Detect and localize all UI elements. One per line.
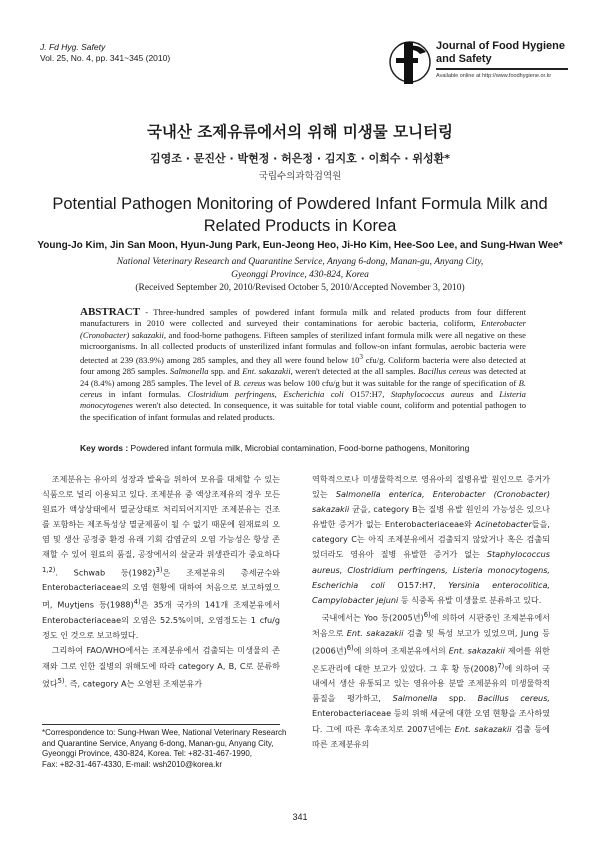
- journal-title-line2: and Safety: [436, 53, 492, 65]
- body-italic: Salmonella enterica, Enterobacter (Cronobacter) sakazakii: [312, 489, 550, 515]
- page-number: 341: [292, 812, 308, 822]
- abstract-italic: Staphylococcus aureus: [390, 388, 474, 399]
- received-dates: (Received September 20, 2010/Revised October 5, 2010/Accepted November 3, 2010): [135, 283, 465, 293]
- journal-logo-icon: [386, 36, 434, 88]
- online-url[interactable]: Available online at http://www.foodhygiene.or.kr: [436, 73, 552, 79]
- footnote-line: *Correspondence to: Sung-Hwan Wee, National Veterinary Research: [42, 728, 287, 737]
- english-title-line1: Potential Pathogen Monitoring of Powdered Infant Formula Milk and: [52, 195, 548, 213]
- abstract: [80, 307, 526, 423]
- affiliation-line2: Gyeonggi Province, 430-824, Korea: [231, 270, 369, 280]
- body-italic: Ent. sakazakii: [454, 723, 512, 734]
- english-title-line2: Related Products in Korea: [203, 217, 397, 235]
- body-italic: Bacillus cereus,: [477, 693, 550, 704]
- journal-abbrev: J. Fd Hyg. Safety: [40, 42, 106, 52]
- body-paragraph: [312, 472, 550, 608]
- body-italic: Acinetobacter: [475, 519, 532, 530]
- body-text: 은 35개 국가의 141개 조제분유에서 Enterobacteriaceae의 오염은 52.5%이며, 오염정도는 1 cfu/g 정도 인 것으로 보고하였다.: [42, 600, 280, 641]
- body-text: . 즉, category A는 오염된 조제분유가: [64, 678, 203, 689]
- citation-sup: 6): [346, 643, 354, 652]
- english-authors: Young-Jo Kim, Jin San Moon, Hyun-Jung Park, Eun-Jeong Heo, Ji-Ho Kim, Hee-Soo Lee, and Sung-Hwan Wee*: [37, 240, 563, 251]
- abstract-italic: B. cereus: [233, 377, 266, 388]
- body-text: 에 의하여 조제분유에서의: [353, 645, 449, 656]
- abstract-text: , and food-borne pathogens. Fifteen samples of sterilized infant formula milk were all negative on these microorganisms. In all collected products of unsterilized infant formulas and follow-on infant formulas, aerobic bacteria were detected at 239 (83.9%) among 285 samples, and they all were found below 10: [80, 329, 526, 366]
- body-italic: Ent. sakazakii: [448, 645, 505, 656]
- body-text: Enterobacteriaceae 등의 위해 세균에 대한 오염 현황을 조사하였다. 그에 따른 후속조치로 2007년에는: [312, 708, 550, 734]
- body-text: 국내에서는 Yoo 등(2005년): [321, 612, 424, 623]
- abstract-text: O157:H7,: [343, 388, 391, 399]
- body-text: O157:H7,: [384, 579, 449, 590]
- citation-sup: 1,2): [42, 565, 56, 574]
- body-text: 제어를 위한 온도관리에 대한 보고가 있었다. 그 후 황 등(2008): [312, 645, 550, 674]
- body-right-column: [312, 472, 550, 752]
- affiliation-line1: National Veterinary Research and Quarantine Service, Anyang 6-dong, Manan-gu, Anyang City,: [116, 257, 484, 267]
- journal-citation: [40, 42, 170, 64]
- citation-sup: 5): [57, 676, 65, 685]
- footnote-line: and Quarantine Service, Anyang 6-dong, Manan-gu, Anyang City,: [42, 738, 274, 748]
- abstract-italic: Bacillus cereus: [418, 366, 471, 377]
- keywords-text: Powdered infant formula milk, Microbial contamination, Food-borne pathogens, Monitoring: [128, 443, 470, 453]
- header-rule: [436, 68, 568, 70]
- citation-sup: 6): [423, 610, 431, 619]
- abstract-text: spp. and: [208, 366, 243, 377]
- body-text: 그리하여 FAO/WHO에서는 조제분유에서 검출되는 미생물의 존재와 그로 인한 질병의 위해도에 따라 category A, B, C로 분류하였다: [42, 645, 280, 689]
- citation-sup: 3): [155, 565, 163, 574]
- body-italic: Salmonella: [392, 693, 438, 704]
- correspondence-footnote: [42, 728, 292, 770]
- body-text: 역학적으로나 미생물학적으로 영유아의 질병유발 원인으로 증거가 있는: [312, 474, 550, 500]
- abstract-italic: Ent. sakazakii: [242, 366, 291, 377]
- abstract-text: in infant formulas.: [102, 388, 188, 399]
- body-text: 검출 및 특성 보고가 있었으며, Jung 등(2006년): [312, 627, 550, 656]
- citation-sup: 7): [497, 661, 505, 670]
- journal-title: [436, 40, 565, 66]
- abstract-label: ABSTRACT: [80, 306, 140, 318]
- abstract-italic: B. cereus: [80, 377, 526, 399]
- korean-affiliation: 국립수의과학검역원: [258, 171, 342, 182]
- abstract-text: - Three-hundred samples of powdered infant formula milk and related products from four different manufacturers in 2010 were collected and surveyed their contaminations for aerobic bacteria, coliform,: [80, 307, 526, 329]
- abstract-text: was below 100 cfu/g but it was suitable for the range of specification of: [265, 377, 519, 388]
- keywords: [80, 443, 526, 454]
- body-italic: Ent. sakazakii: [346, 627, 404, 638]
- footnote-line: Gyeonggi Province, 430-824, Korea. Tel: +82-31-467-1990,: [42, 749, 252, 758]
- citation-sup: 4): [133, 598, 141, 607]
- body-paragraph: [312, 608, 550, 752]
- abstract-italic: Listeria monocytogenes: [80, 388, 526, 411]
- english-title: [0, 193, 600, 237]
- abstract-sup: 3: [359, 353, 363, 362]
- journal-title-line1: Journal of Food Hygiene: [436, 40, 565, 52]
- body-text: 들을, category C는 아직 조제분유에서 검출되지 않았거나 혹은 검출되었더라도 영유아 질병 유발한 증거가 없는: [312, 519, 550, 560]
- abstract-italic: Enterobacter (Cronobacter) sakazakii: [80, 318, 526, 340]
- body-text: 에 의하여 국내에서 생산 유통되고 있는 영유아용 분말 조제분유의 미생물학적 품질을 평가하고,: [312, 663, 550, 704]
- body-paragraph: [42, 472, 280, 643]
- body-text: 등 식중독 유발 미생물로 분류하고 있다.: [398, 594, 542, 605]
- body-text: 균을, category B는 질병 유발 원인의 가능성은 있으나 유발한 증거가 없는 Enterobacteriaceae와: [312, 504, 550, 530]
- body-text: 에 의하여 시판중인 조제분유에서 처음으로: [312, 612, 550, 638]
- body-text: 조제분유는 유아의 성장과 발육을 위하여 모유를 대체할 수 있는 식품으로 널리 이용되고 있다. 조제분유 중 액상조제유의 경우 모든 원료가 액상상태에서 멸균상태로 처리되어지지만 조제분유는 건조를 포함하는 제조특성상 멸균제품이 될 수 없기 때문에 원재료의 오염 및 생산 공정중 환경 유래 기회 감염균의 오염 가능성은 항상 존재할 수 있어 원료의 품질, 공장에서의 살균과 위생관리가 중요하다: [42, 474, 280, 560]
- body-text: 검출 등에 따른 조제분유의: [312, 723, 550, 749]
- body-text: . Schwab 등(1982): [55, 567, 156, 578]
- footnote-line: Fax: +82-31-467-4330, E-mail: wsh2010@korea.kr: [42, 759, 222, 769]
- journal-volume: Vol. 25, No. 4, pp. 341~345 (2010): [40, 53, 171, 63]
- body-italic: Yersinia enterocolitica, Campylobacter jejuni: [312, 579, 551, 605]
- korean-authors: 김영조 · 문진산 · 박현정 · 허은정 · 김지호 · 이희수 · 위성환*: [150, 152, 450, 165]
- abstract-text: weren't also detected. In consequence, it was suitable for total viable count, coliform and potential pathogen to the specification of infant formulas and related products.: [80, 400, 526, 422]
- abstract-text: cfu/g. Coliform bacteria were also detected at four among 285 samples.: [80, 355, 526, 377]
- body-paragraph: [42, 643, 280, 691]
- body-left-column: [42, 472, 280, 691]
- abstract-italic: Clostridium perfringens, Escherichia coli: [187, 388, 344, 399]
- abstract-text: and: [473, 388, 500, 399]
- keywords-label: Key words :: [80, 443, 129, 453]
- abstract-text: was detected at 24 (8.4%) among 285 samples. The level of: [80, 366, 526, 388]
- abstract-italic: Salmonella: [169, 366, 209, 377]
- body-text: 은 조제분유의 총세균수와 Enterobacteriaceae의 오염 현황에 대하여 처음으로 보고하였으며, Muytjens 등(1988): [42, 567, 281, 611]
- footnote-rule: [42, 724, 280, 725]
- body-italic: Staphylococcus aureus, Clostridium perfringens, Listeria monocytogens, Escherichia coli: [312, 549, 550, 590]
- abstract-text: , weren't detected at the all samples.: [290, 366, 419, 377]
- body-text: spp.: [437, 693, 478, 704]
- korean-title: 국내산 조제유류에서의 위해 미생물 모니터링: [146, 123, 454, 141]
- english-affiliation: [0, 256, 600, 282]
